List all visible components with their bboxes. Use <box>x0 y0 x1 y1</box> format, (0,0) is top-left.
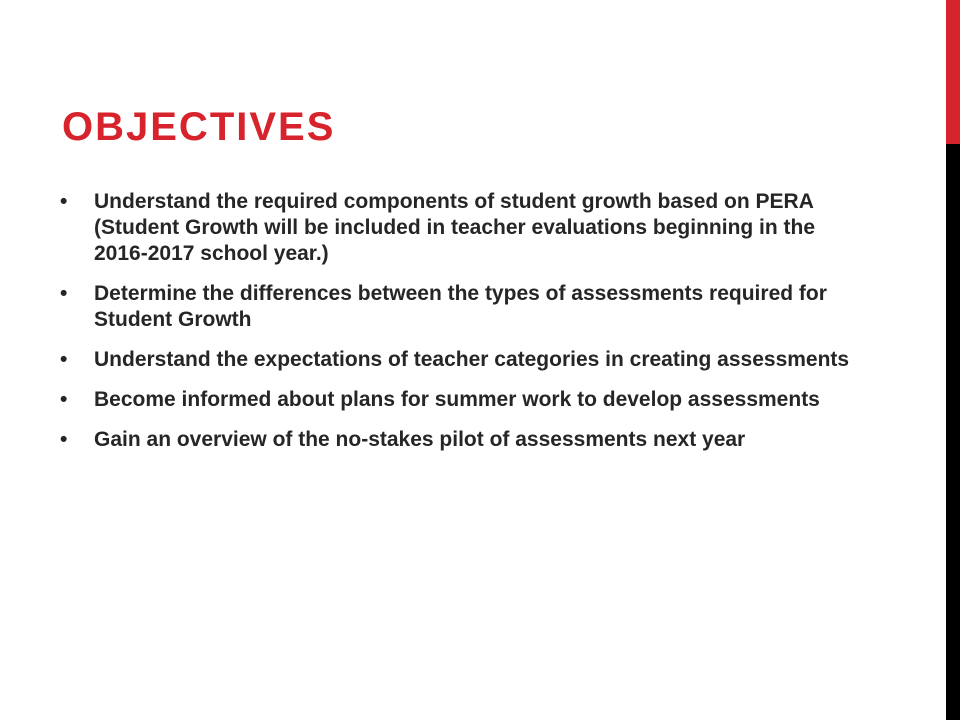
bullet-text: Understand the expectations of teacher categories in creating assessments <box>94 348 850 371</box>
bullet-icon: • <box>60 282 68 305</box>
list-item <box>60 347 850 373</box>
bullet-text: Understand the required components of student growth based on PERA (Student Growth will be included in teacher evaluations beginning in the 2016-2017 school year.) <box>94 190 816 265</box>
accent-bar-red <box>946 0 960 144</box>
bullet-icon: • <box>60 428 68 451</box>
list-item <box>60 387 850 413</box>
bullet-icon: • <box>60 388 68 411</box>
list-item <box>60 281 850 333</box>
bullet-text: Become informed about plans for summer work to develop assessments <box>94 388 820 411</box>
bullet-text: Gain an overview of the no-stakes pilot of assessments next year <box>94 428 746 451</box>
objectives-list <box>60 189 850 467</box>
bullet-icon: • <box>60 348 68 371</box>
accent-bar-black <box>946 144 960 720</box>
slide-title: OBJECTIVES <box>62 105 336 149</box>
list-item <box>60 189 850 267</box>
list-item <box>60 427 850 453</box>
bullet-icon: • <box>60 190 68 213</box>
bullet-text: Determine the differences between the types of assessments required for Student Growth <box>94 282 827 331</box>
